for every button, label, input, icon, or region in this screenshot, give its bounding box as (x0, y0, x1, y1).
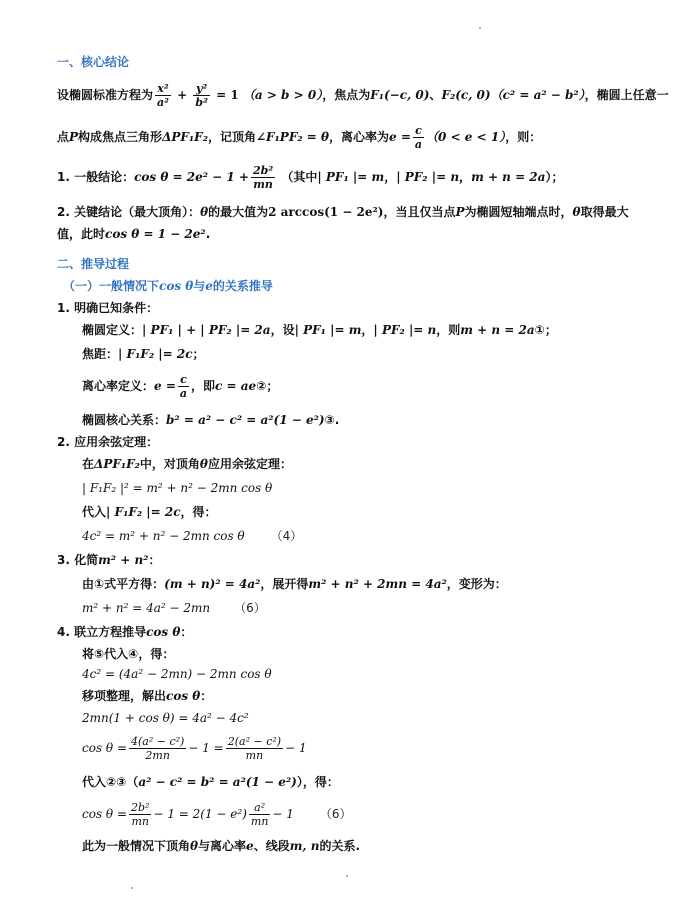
step1-title: 1. 明确已知条件： (57, 301, 159, 315)
general-conclusion: 1. 一般结论：cos θ = 2e² − 1 + $\frac{\text{2b²}}{mn}$ （其中| PF₁ |= m，| PF₂ |= n，m + n = 2a）； (57, 164, 564, 191)
step3-equation-6: m² + n² = 4a² − 2mn （6） (82, 601, 266, 615)
step4-substitute-23: 代入②③（a² − c² = b² = a²(1 − e²)），得： (82, 775, 339, 789)
paragraph-focal-triangle: 点P构成焦点三角形ΔPF₁F₂，记顶角∠F₁PF₂ = θ，离心率为e = $\frac{c}{a}$ （0 < e < 1），则： (57, 124, 542, 151)
speck (479, 27, 481, 29)
section-title-derivation: 二、推导过程 (57, 257, 130, 271)
speck (131, 887, 133, 889)
step2-intro: 在ΔPF₁F₂中，对顶角θ应用余弦定理： (82, 457, 292, 471)
step1-eccentricity: 离心率定义：e = $\frac{c}{a}$ ，即c = ae②； (82, 373, 279, 400)
step2-cosine-law: | F₁F₂ |² = m² + n² − 2mn cos θ (82, 481, 273, 495)
step1-focal-distance: 焦距：| F₁F₂ |= 2c； (82, 347, 205, 361)
step1-ellipse-definition: 椭圆定义：| PF₁ | + | PF₂ |= 2a，设| PF₁ |= m，| PF₂ |= n，则m + n = 2a①； (82, 323, 557, 337)
step2-title: 2. 应用余弦定理： (57, 435, 159, 449)
subsection-title: （一）一般情况下cos θ与e的关系推导 (63, 279, 273, 293)
step4-final-formula: cos θ = $\frac{\text{2b²}}{mn}$ − 1 = 2(1 − e²) $\frac{\text{a²}}{mn}$ − 1 （6） (82, 801, 352, 828)
paragraph-ellipse-setup: 设椭圆标准方程为 $\frac{\text{x²}}{\text{a²}}$ + $\frac{\text{y²}}{\text{b²}}$ = 1 （a > b > 0），焦点为F₁(−c, 0)、F₂(c, 0)（c² = a² − b²），椭圆上任意一 (57, 82, 669, 109)
step2-equation-4: 4c² = m² + n² − 2mn cos θ （4） (82, 529, 303, 543)
step4-cos-fraction: cos θ = $\frac{\text{4(a² − c²)}}{2mn}$ − 1 = $\frac{\text{2(a² − c²)}}{mn}$ − 1 (82, 735, 307, 762)
step3-title: 3. 化简m² + n²： (57, 553, 161, 567)
step3-expand: 由①式平方得：(m + n)² = 4a²，展开得m² + n² + 2mn = 4a²，变形为： (82, 577, 507, 591)
step4-product: 2mn(1 + cos θ) = 4a² − 4c² (82, 711, 249, 725)
step4-substitute: 将⑤代入④，得： (82, 647, 175, 661)
step2-substitute: 代入| F₁F₂ |= 2c，得： (82, 505, 217, 519)
step4-summary: 此为一般情况下顶角θ与离心率e、线段m, n的关系. (82, 839, 361, 853)
step4-equation: 4c² = (4a² − 2mn) − 2mn cos θ (82, 667, 272, 681)
key-conclusion: 2. 关键结论（最大顶角）：θ的最大值为2 arccos(1 − 2e²)，当且仅当点P为椭圆短轴端点时，θ取得最大 (57, 205, 629, 219)
step1-core-relation: 椭圆核心关系：b² = a² − c² = a²(1 − e²)③. (82, 413, 340, 427)
step4-title: 4. 联立方程推导cos θ： (57, 625, 193, 639)
step4-rearrange: 移项整理，解出cos θ： (82, 689, 213, 703)
key-conclusion-cont: 值，此时cos θ = 1 − 2e². (57, 227, 211, 241)
speck (346, 875, 348, 877)
section-title-core: 一、核心结论 (57, 55, 130, 69)
